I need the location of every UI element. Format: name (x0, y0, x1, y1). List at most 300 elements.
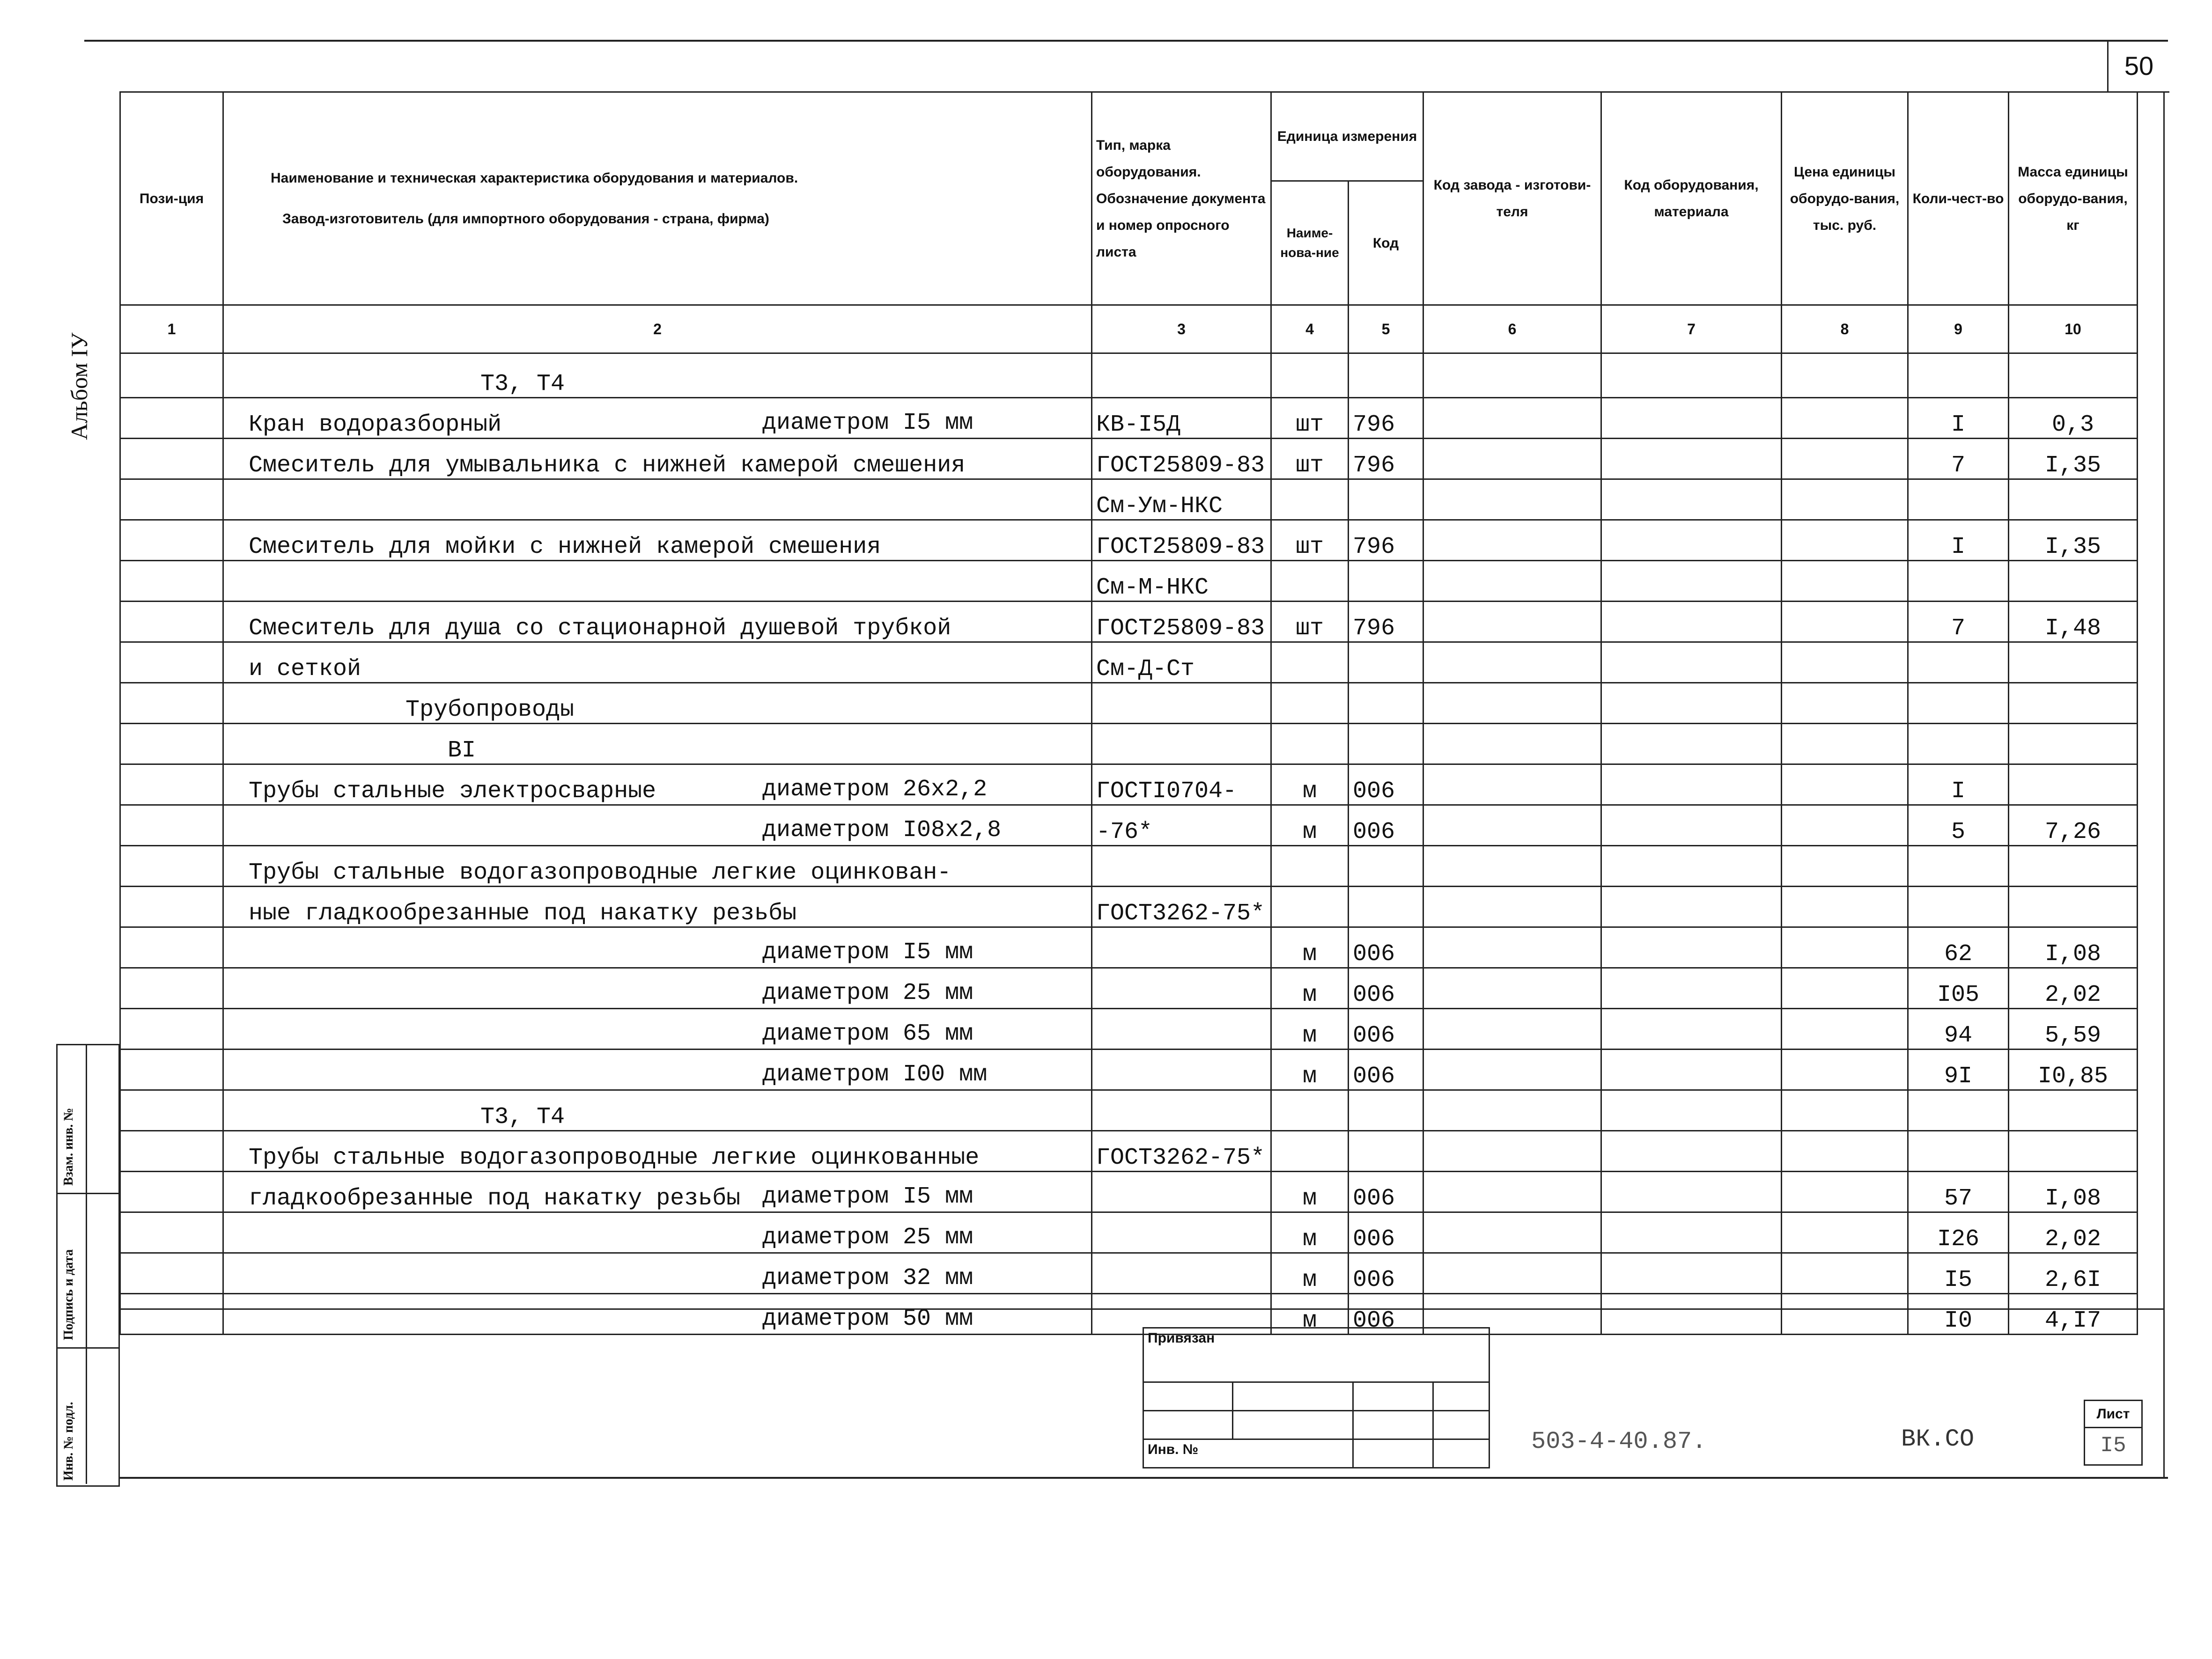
cell-mass (2009, 353, 2138, 398)
table-row (120, 1050, 2138, 1090)
cell-quantity (1908, 642, 2009, 683)
cell-price (1782, 805, 1908, 846)
item-name (228, 982, 249, 1008)
cell-type (1092, 1009, 1271, 1050)
cell-unit-name: м (1271, 764, 1349, 805)
cell-price (1782, 1131, 1908, 1172)
cell-unit-code: 006 (1349, 927, 1423, 968)
item-diameter: диаметром 25 мм (762, 1224, 973, 1251)
item-name: Трубы стальные водогазопроводные легкие оцинкованные (249, 1145, 980, 1171)
column-number-7: 7 (1601, 305, 1782, 353)
cell-position (120, 398, 223, 439)
stamp-cell-inv-original (58, 1347, 118, 1484)
cell-mass (2009, 887, 2138, 927)
cell-mass: 2,02 (2009, 1212, 2138, 1253)
cell-price (1782, 353, 1908, 398)
item-name: гладкообрезанные под накатку резьбы (249, 1185, 741, 1212)
table-row (120, 887, 2138, 927)
cell-position (120, 764, 223, 805)
cell-mass (2009, 479, 2138, 520)
cell-unit-name: шт (1271, 602, 1349, 642)
cell-type: ГОСТ25809-83 (1092, 602, 1271, 642)
cell-name (223, 1090, 1092, 1131)
section-heading: Т3, Т4 (480, 1104, 565, 1130)
table-row (120, 1090, 2138, 1131)
cell-unit-name: м (1271, 1294, 1349, 1335)
cell-quantity: 9I (1908, 1050, 2009, 1090)
cell-name (223, 1050, 1092, 1090)
column-number-3: 3 (1092, 305, 1271, 353)
item-name: Трубы стальные электросварные (249, 778, 656, 805)
inv-label: Инв. № (1143, 1439, 1353, 1468)
cell-unit-name: м (1271, 1253, 1349, 1294)
cell-position (120, 642, 223, 683)
table-row (120, 1212, 2138, 1253)
cell-type (1092, 724, 1271, 764)
cell-unit-name (1271, 1090, 1349, 1131)
cell-unit-name (1271, 479, 1349, 520)
cell-plant-code (1423, 1131, 1601, 1172)
cell-price (1782, 1009, 1908, 1050)
item-name (228, 1267, 249, 1293)
table-row (120, 1009, 2138, 1050)
cell-equipment-code (1601, 1131, 1782, 1172)
cell-price (1782, 683, 1908, 724)
cell-unit-name: м (1271, 805, 1349, 846)
cell-plant-code (1423, 764, 1601, 805)
section-heading: Т3, Т4 (480, 371, 565, 397)
cell-mass: 7,26 (2009, 805, 2138, 846)
cell-name (223, 1212, 1092, 1253)
cell-unit-code: 006 (1349, 1253, 1423, 1294)
cell-plant-code (1423, 683, 1601, 724)
cell-equipment-code (1601, 968, 1782, 1009)
cell-price (1782, 1050, 1908, 1090)
cell-name (223, 1294, 1092, 1335)
cell-type: См-М-НКС (1092, 561, 1271, 602)
table-row (120, 1172, 2138, 1212)
left-stamp-strip (56, 1044, 120, 1487)
bottom-frame-line (119, 1477, 2168, 1479)
table-row (120, 1253, 2138, 1294)
cell-type (1092, 968, 1271, 1009)
cell-unit-name (1271, 683, 1349, 724)
cell-unit-code: 796 (1349, 520, 1423, 561)
cell-equipment-code (1601, 805, 1782, 846)
cell-plant-code (1423, 1050, 1601, 1090)
cell-plant-code (1423, 887, 1601, 927)
cell-position (120, 927, 223, 968)
cell-unit-name: м (1271, 927, 1349, 968)
cell-quantity: 7 (1908, 602, 2009, 642)
cell-plant-code (1423, 724, 1601, 764)
item-diameter: диаметром 50 мм (762, 1306, 973, 1332)
cell-price (1782, 764, 1908, 805)
cell-quantity: 57 (1908, 1172, 2009, 1212)
cell-quantity (1908, 353, 2009, 398)
cell-plant-code (1423, 927, 1601, 968)
cell-unit-name (1271, 1131, 1349, 1172)
table-row (120, 805, 2138, 846)
top-frame-line (84, 40, 2168, 42)
item-name (228, 819, 249, 845)
cell-quantity: 7 (1908, 439, 2009, 479)
cell-type (1092, 927, 1271, 968)
cell-name (223, 398, 1092, 439)
cell-position (120, 602, 223, 642)
cell-position (120, 439, 223, 479)
cell-name (223, 887, 1092, 927)
cell-price (1782, 887, 1908, 927)
cell-quantity: 94 (1908, 1009, 2009, 1050)
cell-mass: 0,3 (2009, 398, 2138, 439)
cell-price (1782, 1212, 1908, 1253)
cell-unit-name (1271, 887, 1349, 927)
cell-name (223, 1253, 1092, 1294)
table-row (120, 602, 2138, 642)
cell-plant-code (1423, 805, 1601, 846)
cell-position (120, 846, 223, 887)
table-row (120, 1294, 2138, 1335)
item-name (228, 1022, 249, 1049)
table-row (120, 724, 2138, 764)
cell-plant-code (1423, 1090, 1601, 1131)
header-price: Цена единицы оборудо-вания, тыс. руб. (1782, 92, 1908, 305)
item-diameter: диаметром 25 мм (762, 980, 973, 1006)
cell-name (223, 968, 1092, 1009)
cell-name (223, 353, 1092, 398)
cell-price (1782, 1090, 1908, 1131)
cell-plant-code (1423, 353, 1601, 398)
cell-position (120, 1212, 223, 1253)
cell-price (1782, 927, 1908, 968)
cell-unit-code: 006 (1349, 1294, 1423, 1335)
cell-unit-code: 006 (1349, 1009, 1423, 1050)
specification-table (119, 91, 2138, 1335)
column-number-2: 2 (223, 305, 1092, 353)
cell-plant-code (1423, 846, 1601, 887)
cell-name (223, 805, 1092, 846)
cell-plant-code (1423, 561, 1601, 602)
item-diameter: диаметром 26х2,2 (762, 776, 988, 803)
cell-quantity: I26 (1908, 1212, 2009, 1253)
stamp-signature-label: Подпись и дата (61, 1249, 76, 1340)
stamp-cell-replaced-inv (58, 1045, 118, 1194)
right-frame-line (2163, 91, 2165, 1477)
cell-position (120, 1090, 223, 1131)
item-diameter: диаметром 32 мм (762, 1265, 973, 1292)
cell-type (1092, 1172, 1271, 1212)
cell-unit-name: м (1271, 1050, 1349, 1090)
cell-type: ГОСТI0704- (1092, 764, 1271, 805)
cell-quantity: 62 (1908, 927, 2009, 968)
cell-mass: 5,59 (2009, 1009, 2138, 1050)
cell-equipment-code (1601, 846, 1782, 887)
table-row (120, 1131, 2138, 1172)
cell-mass: I,35 (2009, 439, 2138, 479)
item-diameter: диаметром 65 мм (762, 1020, 973, 1047)
binding-label: Привязан (1143, 1328, 1489, 1382)
cell-equipment-code (1601, 353, 1782, 398)
cell-unit-name: м (1271, 1172, 1349, 1212)
column-number-5: 5 (1349, 305, 1423, 353)
cell-unit-code (1349, 887, 1423, 927)
item-diameter: диаметром I08х2,8 (762, 817, 1002, 844)
cell-unit-name: шт (1271, 398, 1349, 439)
cell-type (1092, 1253, 1271, 1294)
cell-mass: 2,6I (2009, 1253, 2138, 1294)
cell-mass: 4,I7 (2009, 1294, 2138, 1335)
column-number-1: 1 (120, 305, 223, 353)
cell-plant-code (1423, 520, 1601, 561)
item-name: Смеситель для душа со стационарной душевой трубкой (249, 615, 951, 642)
column-number-4: 4 (1271, 305, 1349, 353)
table-row (120, 642, 2138, 683)
cell-quantity (1908, 846, 2009, 887)
cell-equipment-code (1601, 398, 1782, 439)
cell-type (1092, 846, 1271, 887)
cell-type: См-Ум-НКС (1092, 479, 1271, 520)
item-name (228, 1307, 249, 1334)
cell-quantity (1908, 887, 2009, 927)
column-number-8: 8 (1782, 305, 1908, 353)
cell-type: См-Д-Ст (1092, 642, 1271, 683)
cell-position (120, 1131, 223, 1172)
cell-price (1782, 1253, 1908, 1294)
cell-plant-code (1423, 398, 1601, 439)
cell-price (1782, 520, 1908, 561)
cell-unit-code (1349, 683, 1423, 724)
cell-equipment-code (1601, 479, 1782, 520)
item-name: ные гладкообрезанные под накатку резьбы (249, 900, 797, 927)
cell-quantity (1908, 1090, 2009, 1131)
cell-unit-name: шт (1271, 520, 1349, 561)
cell-mass (2009, 642, 2138, 683)
table-row (120, 764, 2138, 805)
title-block-binding (1143, 1327, 1490, 1468)
cell-price (1782, 968, 1908, 1009)
table-row (120, 927, 2138, 968)
page-number: 50 (2107, 40, 2169, 93)
table-row (120, 846, 2138, 887)
cell-equipment-code (1601, 927, 1782, 968)
cell-unit-name: м (1271, 968, 1349, 1009)
table-row (120, 353, 2138, 398)
cell-quantity: I5 (1908, 1253, 2009, 1294)
cell-plant-code (1423, 1009, 1601, 1050)
cell-mass: I,08 (2009, 1172, 2138, 1212)
cell-plant-code (1423, 642, 1601, 683)
cell-unit-code: 006 (1349, 805, 1423, 846)
cell-unit-code (1349, 353, 1423, 398)
cell-position (120, 561, 223, 602)
item-name (228, 1226, 249, 1253)
table-row (120, 479, 2138, 520)
item-name: и сеткой (249, 656, 361, 683)
sheet-number: I5 (2084, 1427, 2143, 1466)
cell-mass (2009, 1131, 2138, 1172)
cell-quantity: 5 (1908, 805, 2009, 846)
item-diameter: диаметром I00 мм (762, 1061, 988, 1088)
cell-type: КВ-I5Д (1092, 398, 1271, 439)
cell-type: ГОСТ3262-75* (1092, 1131, 1271, 1172)
header-unit-code: Код (1349, 181, 1423, 305)
cell-position (120, 1050, 223, 1090)
header-mass: Масса единицы оборудо-вания, кг (2009, 92, 2138, 305)
body-bottom-line (119, 1308, 2163, 1310)
table-row (120, 439, 2138, 479)
cell-plant-code (1423, 968, 1601, 1009)
cell-type: -76* (1092, 805, 1271, 846)
cell-type (1092, 353, 1271, 398)
cell-mass: I0,85 (2009, 1050, 2138, 1090)
cell-position (120, 683, 223, 724)
item-name (228, 574, 249, 601)
table-row (120, 968, 2138, 1009)
cell-unit-name (1271, 642, 1349, 683)
cell-equipment-code (1601, 1294, 1782, 1335)
header-name-line1: Наименование и техническая характеристика оборудования и материалов. (271, 170, 798, 186)
cell-unit-code: 006 (1349, 1050, 1423, 1090)
cell-name (223, 927, 1092, 968)
cell-type (1092, 1090, 1271, 1131)
cell-equipment-code (1601, 1172, 1782, 1212)
cell-unit-name: м (1271, 1212, 1349, 1253)
cell-equipment-code (1601, 724, 1782, 764)
cell-unit-code (1349, 561, 1423, 602)
specification-body (120, 353, 2138, 1335)
cell-unit-code: 796 (1349, 602, 1423, 642)
cell-name (223, 1009, 1092, 1050)
cell-mass (2009, 561, 2138, 602)
cell-plant-code (1423, 1172, 1601, 1212)
cell-type: ГОСТ3262-75* (1092, 887, 1271, 927)
cell-quantity: I (1908, 398, 2009, 439)
cell-name (223, 520, 1092, 561)
cell-unit-name (1271, 724, 1349, 764)
cell-position (120, 353, 223, 398)
cell-equipment-code (1601, 642, 1782, 683)
cell-equipment-code (1601, 1212, 1782, 1253)
section-code: ВК.СО (1901, 1425, 1975, 1453)
cell-mass (2009, 683, 2138, 724)
cell-plant-code (1423, 1212, 1601, 1253)
cell-unit-code: 006 (1349, 968, 1423, 1009)
cell-mass: I,35 (2009, 520, 2138, 561)
item-diameter: диаметром I5 мм (762, 410, 973, 436)
cell-equipment-code (1601, 764, 1782, 805)
header-equipment-code: Код оборудования, материала (1601, 92, 1782, 305)
section-heading: ВI (448, 737, 476, 764)
item-name (228, 1063, 249, 1090)
cell-unit-code (1349, 479, 1423, 520)
header-name (223, 92, 1092, 305)
cell-unit-code (1349, 1131, 1423, 1172)
cell-mass: I,08 (2009, 927, 2138, 968)
cell-equipment-code (1601, 1090, 1782, 1131)
cell-unit-name (1271, 353, 1349, 398)
cell-position (120, 1009, 223, 1050)
cell-unit-code: 796 (1349, 439, 1423, 479)
cell-mass (2009, 724, 2138, 764)
cell-position (120, 1294, 223, 1335)
cell-quantity: I05 (1908, 968, 2009, 1009)
cell-unit-code: 006 (1349, 1212, 1423, 1253)
cell-name (223, 642, 1092, 683)
cell-plant-code (1423, 1253, 1601, 1294)
item-name: Трубы стальные водогазопроводные легкие оцинкован- (249, 859, 951, 886)
column-number-10: 10 (2009, 305, 2138, 353)
header-unit-name: Наиме-нова-ние (1271, 181, 1349, 305)
cell-quantity: I (1908, 764, 2009, 805)
cell-name (223, 439, 1092, 479)
cell-price (1782, 642, 1908, 683)
cell-name (223, 846, 1092, 887)
cell-name (223, 683, 1092, 724)
cell-quantity (1908, 479, 2009, 520)
table-row (120, 561, 2138, 602)
cell-position (120, 805, 223, 846)
cell-position (120, 1253, 223, 1294)
document-code: 503-4-40.87. (1531, 1428, 1707, 1455)
item-name (228, 941, 249, 968)
item-diameter: диаметром I5 мм (762, 939, 973, 966)
cell-unit-name: шт (1271, 439, 1349, 479)
column-number-row (120, 305, 2138, 353)
cell-unit-code: 006 (1349, 1172, 1423, 1212)
album-label: Альбом IУ (66, 332, 92, 440)
header-type: Тип, марка оборудования. Обозначение документа и номер опросного листа (1092, 92, 1271, 305)
cell-unit-name (1271, 561, 1349, 602)
cell-equipment-code (1601, 1050, 1782, 1090)
cell-equipment-code (1601, 683, 1782, 724)
cell-position (120, 1172, 223, 1212)
cell-price (1782, 1172, 1908, 1212)
column-number-6: 6 (1423, 305, 1601, 353)
cell-position (120, 520, 223, 561)
cell-plant-code (1423, 439, 1601, 479)
cell-type (1092, 683, 1271, 724)
header-name-line2: Завод-изготовитель (для импортного оборудования - страна, фирма) (282, 211, 769, 227)
cell-name (223, 602, 1092, 642)
cell-type (1092, 1212, 1271, 1253)
cell-name (223, 764, 1092, 805)
cell-unit-code (1349, 724, 1423, 764)
cell-plant-code (1423, 602, 1601, 642)
column-number-9: 9 (1908, 305, 2009, 353)
cell-price (1782, 1294, 1908, 1335)
item-name (228, 493, 249, 520)
cell-unit-code (1349, 1090, 1423, 1131)
cell-name (223, 1172, 1092, 1212)
table-row (120, 683, 2138, 724)
cell-equipment-code (1601, 439, 1782, 479)
cell-mass (2009, 764, 2138, 805)
item-name: Смеситель для умывальника с нижней камерой смешения (249, 452, 966, 479)
item-name: Кран водоразборный (249, 411, 502, 438)
cell-quantity: I (1908, 520, 2009, 561)
item-diameter: диаметром I5 мм (762, 1183, 973, 1210)
cell-mass: 2,02 (2009, 968, 2138, 1009)
cell-equipment-code (1601, 520, 1782, 561)
cell-quantity (1908, 683, 2009, 724)
cell-quantity (1908, 1131, 2009, 1172)
cell-equipment-code (1601, 561, 1782, 602)
cell-quantity (1908, 724, 2009, 764)
cell-type: ГОСТ25809-83 (1092, 439, 1271, 479)
cell-name (223, 561, 1092, 602)
cell-unit-name: м (1271, 1009, 1349, 1050)
